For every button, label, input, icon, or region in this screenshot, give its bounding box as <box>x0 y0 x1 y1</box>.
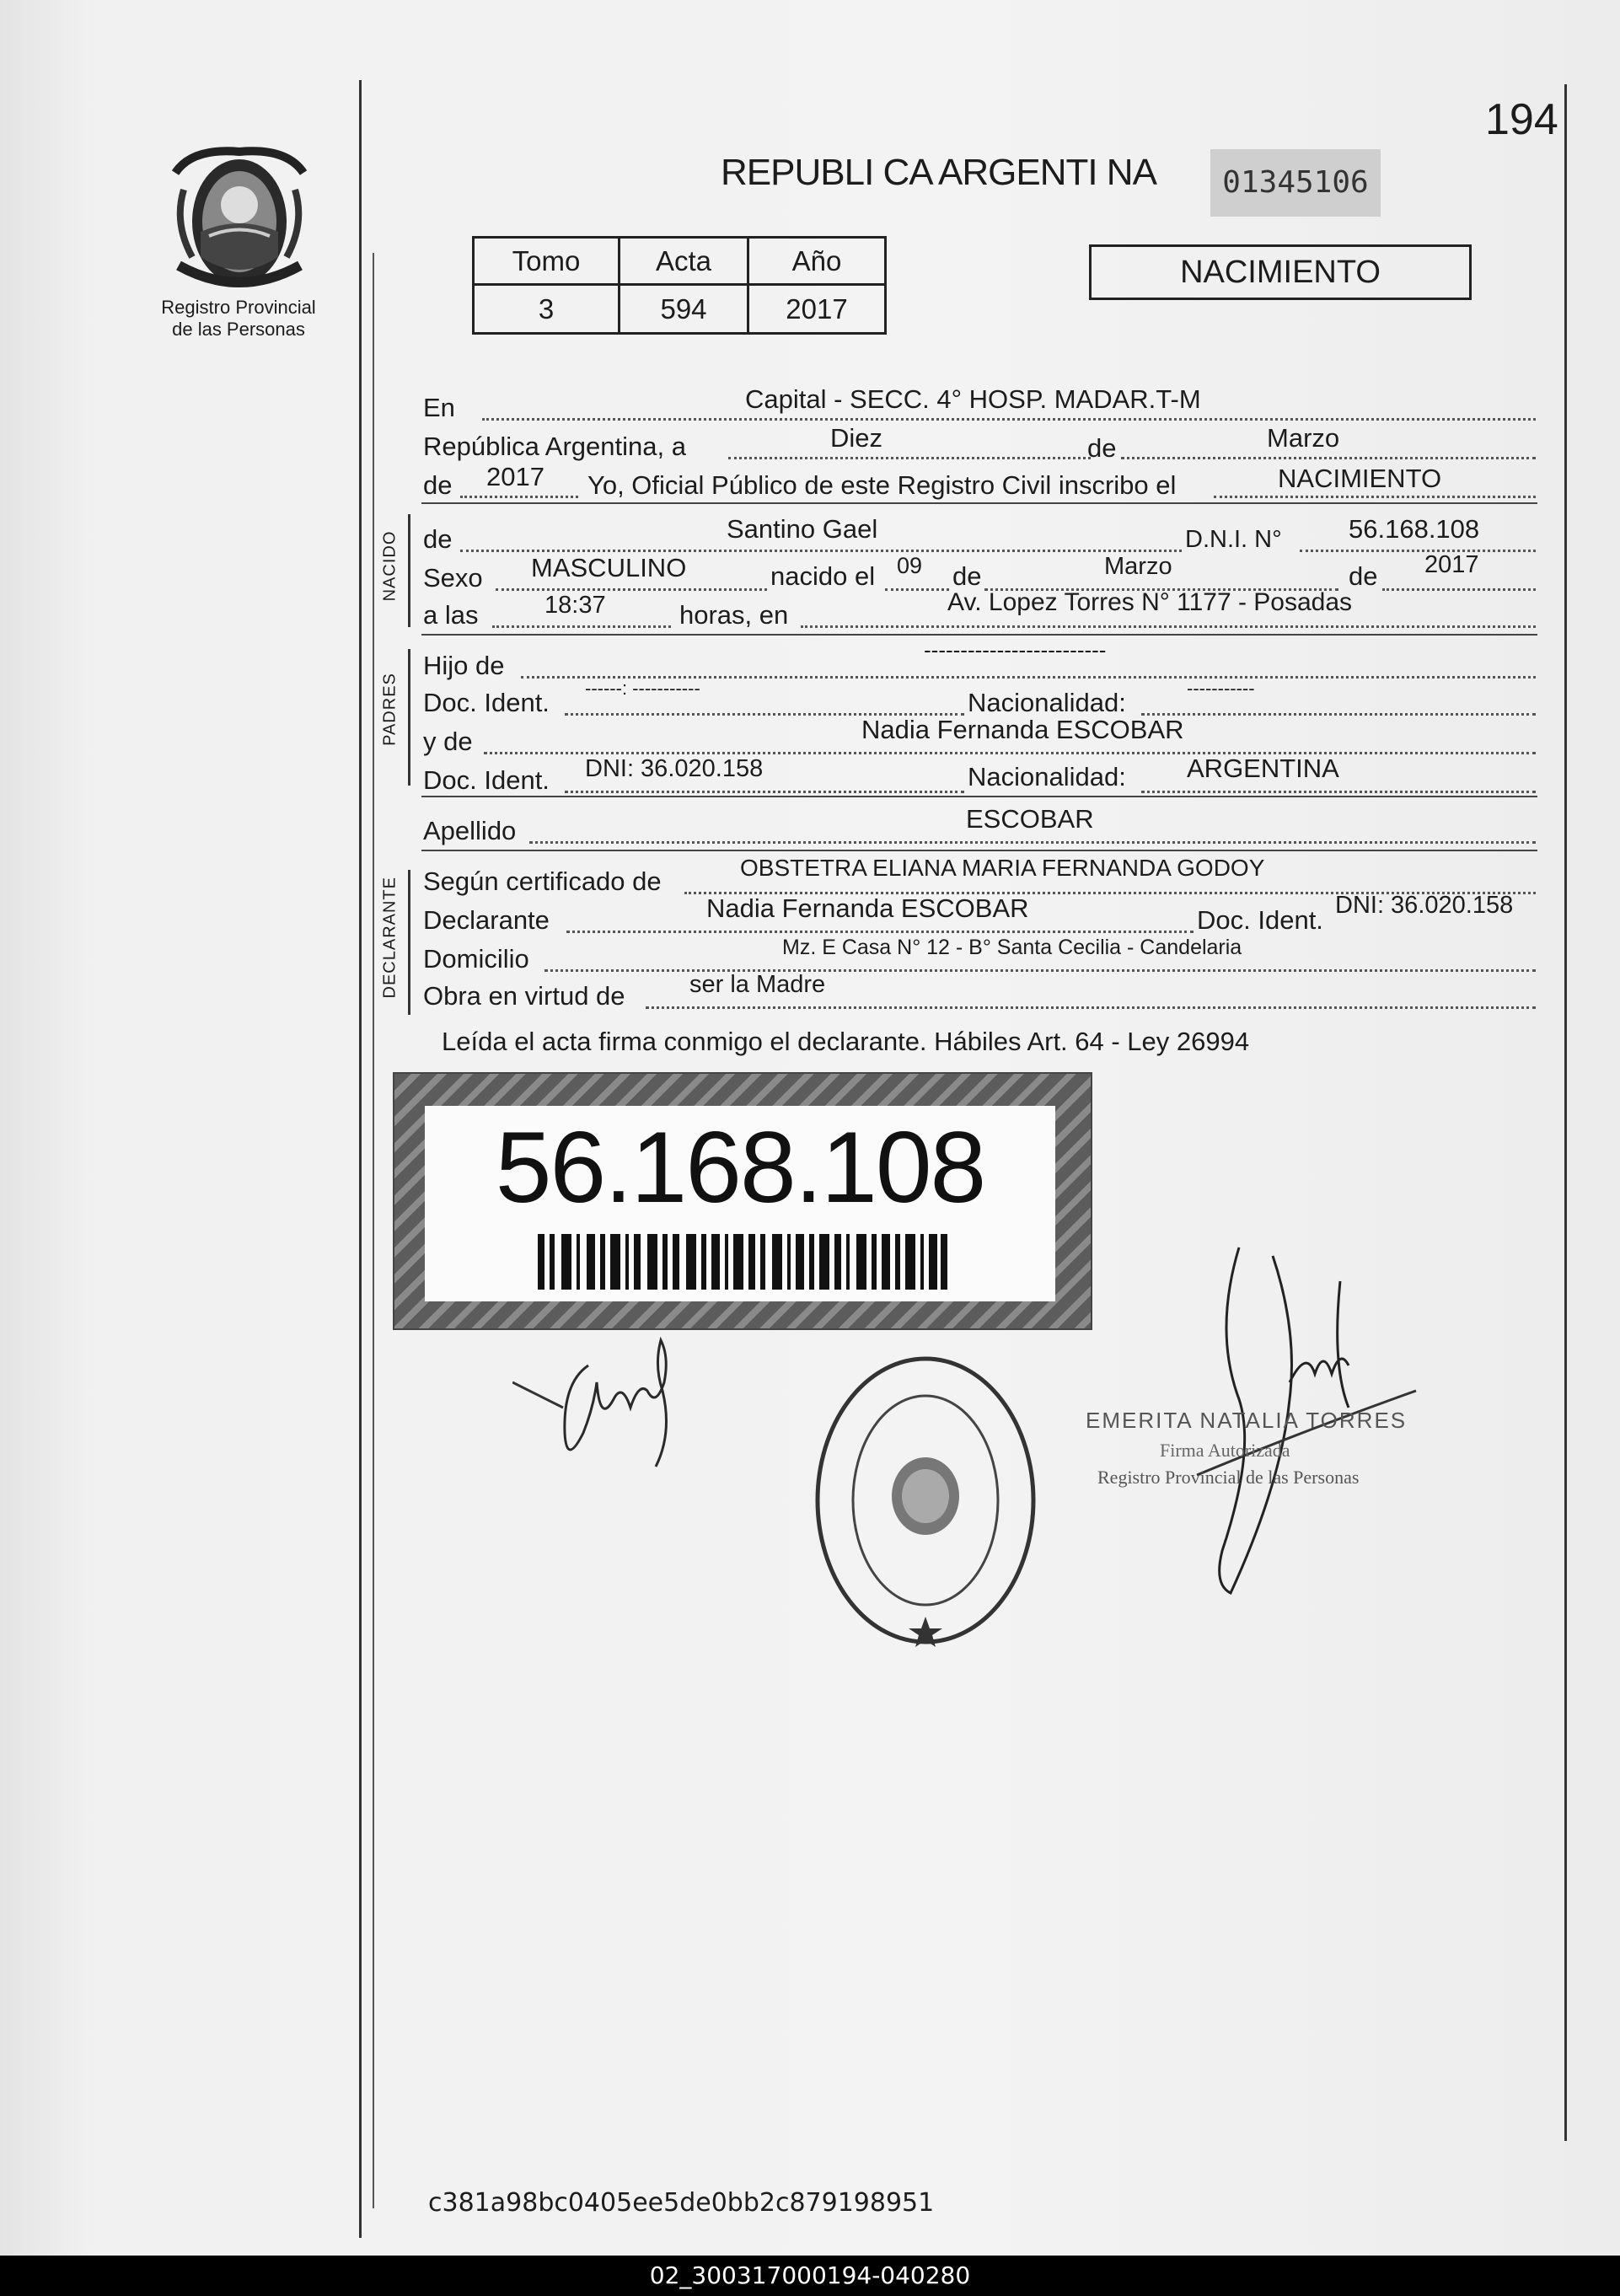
obra-value: ser la Madre <box>689 971 826 998</box>
horas-en-label: horas, en <box>679 600 789 630</box>
section-divider <box>421 796 1537 797</box>
republica-label: República Argentina, a <box>423 432 686 461</box>
dni-sticker-number: 56.168.108 <box>495 1111 985 1224</box>
mother-doc: DNI: 36.020.158 <box>585 755 764 782</box>
dots <box>460 496 578 498</box>
table-value-ano: 2017 <box>748 285 886 334</box>
year-value: 2017 <box>486 462 544 491</box>
table-header-acta: Acta <box>620 238 748 285</box>
volume-table <box>472 236 887 335</box>
section-divider <box>421 634 1537 636</box>
child-name: Santino Gael <box>727 514 878 544</box>
father-doc: ------: ----------- <box>585 678 700 699</box>
registry-name-line2: de las Personas <box>172 319 305 340</box>
birth-hour: 18:37 <box>544 592 606 619</box>
birth-registry-place: Capital - SECC. 4° HOSP. MADAR.T-M <box>745 384 1201 414</box>
en-label: En <box>423 393 455 422</box>
mother-nationality: ARGENTINA <box>1187 754 1339 783</box>
dots <box>566 931 1194 933</box>
apellido-value: ESCOBAR <box>966 804 1094 834</box>
nacido-side-label: NACIDO <box>380 530 400 602</box>
declarante-side-label: DECLARANTE <box>380 877 400 999</box>
dots <box>801 625 1536 628</box>
day-value: Diez <box>830 423 883 453</box>
dots <box>1141 713 1536 716</box>
declarant-name: Nadia Fernanda ESCOBAR <box>706 893 1029 923</box>
birth-year: 2017 <box>1424 551 1479 578</box>
padres-bracket <box>408 649 410 786</box>
de-label: de <box>1349 561 1378 591</box>
dots <box>565 791 964 793</box>
mother-name: Nadia Fernanda ESCOBAR <box>861 715 1184 744</box>
dni-sticker-panel <box>425 1106 1055 1301</box>
declarante-bracket <box>408 870 410 1015</box>
dni-sticker <box>393 1072 1092 1330</box>
sexo-value: MASCULINO <box>531 553 687 582</box>
dots <box>1382 588 1536 591</box>
official-org: Registro Provincial de las Personas <box>1097 1467 1360 1488</box>
dots <box>728 457 1091 459</box>
domicilio-value: Mz. E Casa N° 12 - B° Santa Cecilia - Candelaria <box>782 936 1242 959</box>
table-header-tomo: Tomo <box>474 238 620 285</box>
declarant-signature-icon <box>512 1332 715 1500</box>
nacionalidad-label: Nacionalidad: <box>968 762 1126 791</box>
document-hash: c381a98bc0405ee5de0bb2c879198951 <box>428 2188 935 2218</box>
yo-text: Yo, Oficial Público de este Registro Civil inscribo el <box>587 470 1177 500</box>
declarante-label: Declarante <box>423 905 550 935</box>
dots <box>484 752 1536 754</box>
record-type-value: NACIMIENTO <box>1278 464 1442 493</box>
file-code: 02_300317000194-040280 <box>0 2256 1620 2296</box>
closing-statement: Leída el acta firma conmigo el declarante. Hábiles Art. 64 - Ley 26994 <box>442 1027 1250 1056</box>
de-label: de <box>952 561 982 591</box>
nacido-de-label: de <box>423 524 453 554</box>
de-label: de <box>1087 433 1117 463</box>
dots <box>482 418 1536 421</box>
segun-label: Según certificado de <box>423 866 662 896</box>
registry-name-line1: Registro Provincial <box>161 297 316 318</box>
table-value-acta: 594 <box>620 285 748 334</box>
dots <box>1300 550 1536 552</box>
declarant-doc: DNI: 36.020.158 <box>1335 892 1514 919</box>
province-coat-of-arms-icon <box>167 139 312 295</box>
certificate-issuer: OBSTETRA ELIANA MARIA FERNANDA GODOY <box>740 855 1265 881</box>
doc-ident-label: Doc. Ident. <box>1197 905 1323 935</box>
table-value-tomo: 3 <box>474 285 620 334</box>
birth-day: 09 <box>897 553 923 578</box>
official-title: Firma Autorizada <box>1160 1440 1290 1461</box>
serial-number: 01345106 <box>1210 149 1381 217</box>
country-title: REPUBLI CA ARGENTI NA <box>721 152 1156 193</box>
right-margin-line <box>1564 84 1567 2141</box>
dots <box>460 550 1182 552</box>
padres-side-label: PADRES <box>380 673 400 746</box>
dots <box>1214 496 1536 498</box>
doc-ident-label: Doc. Ident. <box>423 688 550 717</box>
left-margin-line <box>359 80 362 2238</box>
birth-month: Marzo <box>1104 553 1172 580</box>
dots <box>1141 791 1536 793</box>
page-number: 194 <box>1485 95 1558 144</box>
nacido-el-label: nacido el <box>770 561 876 591</box>
y-de-label: y de <box>423 727 473 756</box>
dots <box>1121 457 1536 459</box>
document-type-box: NACIMIENTO <box>1089 244 1472 300</box>
dni-label: D.N.I. N° <box>1185 526 1282 553</box>
nacido-bracket <box>408 514 410 627</box>
table-header-ano: Año <box>748 238 886 285</box>
hijo-de-label: Hijo de <box>423 651 505 680</box>
dots <box>492 625 671 628</box>
dots <box>529 841 1536 844</box>
obra-label: Obra en virtud de <box>423 981 625 1011</box>
dots <box>885 588 949 591</box>
de-label-year: de <box>423 470 453 500</box>
official-name: EMERITA NATALIA TORRES <box>1086 1408 1408 1433</box>
father-nationality: ----------- <box>1187 678 1255 699</box>
registry-seal-icon <box>807 1349 1043 1652</box>
section-divider <box>421 850 1537 851</box>
dots <box>496 588 767 591</box>
domicilio-label: Domicilio <box>423 944 529 974</box>
section-divider <box>421 502 1537 504</box>
birth-place: Av. Lopez Torres N° 1177 - Posadas <box>947 588 1353 616</box>
month-value: Marzo <box>1267 423 1340 453</box>
father-name: ------------------------- <box>924 637 1107 663</box>
doc-ident-label: Doc. Ident. <box>423 765 550 795</box>
barcode-icon <box>538 1234 947 1290</box>
inner-margin-line <box>373 253 374 2208</box>
a-las-label: a las <box>423 600 479 630</box>
apellido-label: Apellido <box>423 816 517 845</box>
nacionalidad-label: Nacionalidad: <box>968 688 1126 717</box>
sexo-label: Sexo <box>423 563 483 593</box>
dots <box>646 1006 1536 1009</box>
child-dni: 56.168.108 <box>1349 514 1480 544</box>
